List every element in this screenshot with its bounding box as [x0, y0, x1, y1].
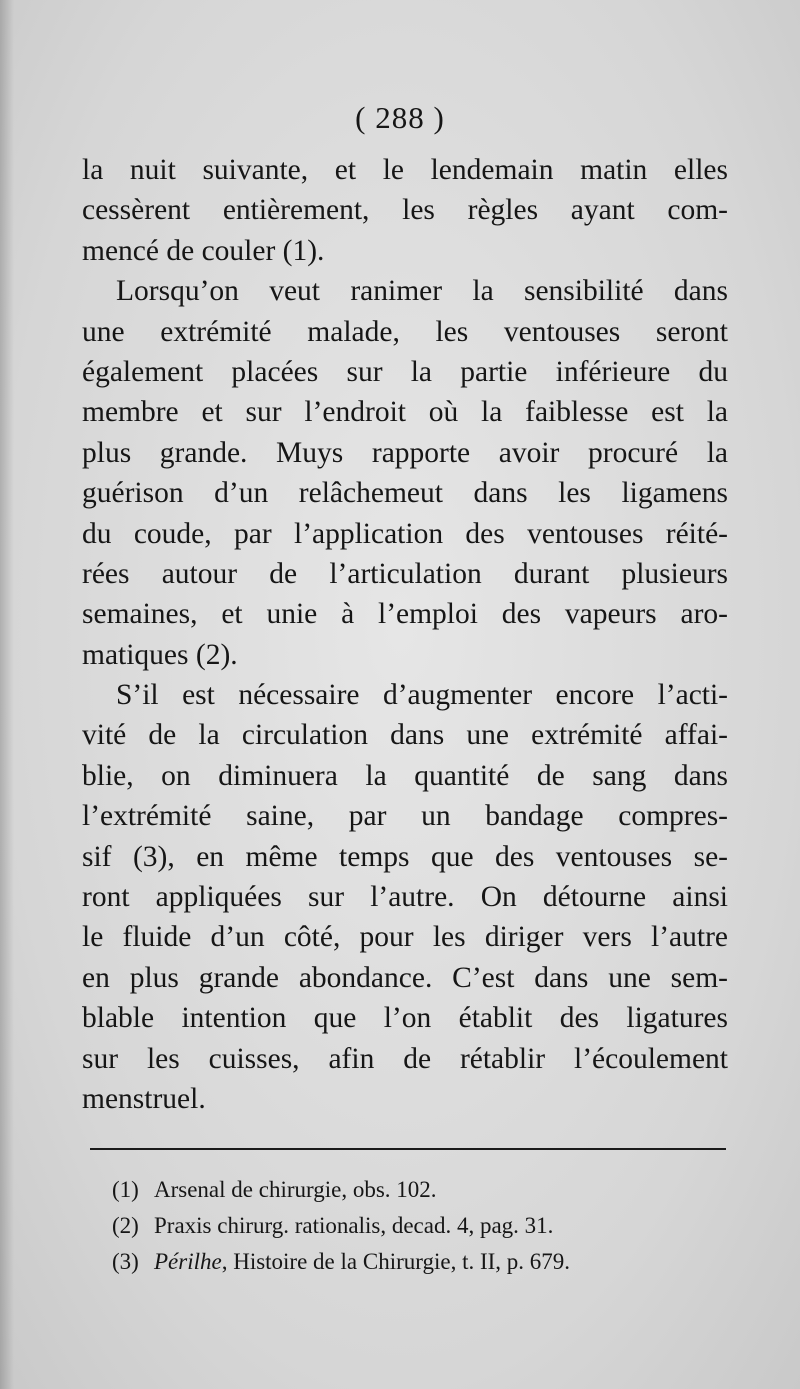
text-line: Lorsqu’on veut ranimer la sensibilité dans — [116, 275, 728, 308]
footnote-3 — [112, 1244, 732, 1280]
text-line: vité de la circulation dans une extrémité affai- — [82, 719, 728, 752]
footnote-marker: (1) — [112, 1177, 139, 1202]
text-line: semaines, et unie à l’emploi des vapeurs aro- — [82, 598, 728, 631]
text-line: du coude, par l’application des ventouses réité- — [82, 517, 728, 550]
text-line: en plus grande abondance. C’est dans une sem- — [82, 961, 728, 994]
text-line: menstruel. — [82, 1082, 206, 1115]
footnote-1 — [112, 1172, 732, 1208]
text-line: matiques (2). — [82, 638, 238, 671]
footnote-marker: (2) — [112, 1213, 139, 1238]
footnote-text: , Histoire de la Chirurgie, t. II, p. 679. — [221, 1249, 571, 1274]
text-line: sif (3), en même temps que des ventouses se- — [82, 840, 728, 873]
text-line: l’extrémité saine, par un bandage compres- — [82, 800, 728, 833]
footnote-marker: (3) — [112, 1249, 139, 1274]
footnote-text: Praxis chirurg. rationalis, decad. 4, pag. 31. — [154, 1213, 554, 1238]
page-edge-shadow — [0, 0, 14, 1389]
text-line: une extrémité malade, les ventouses seront — [82, 315, 728, 348]
text-line: plus grande. Muys rapporte avoir procuré la — [82, 436, 728, 469]
footnote-2 — [112, 1208, 732, 1244]
footnotes — [112, 1172, 732, 1280]
footnote-separator — [90, 1148, 726, 1150]
text-line: membre et sur l’endroit où la faiblesse est la — [82, 396, 728, 429]
text-line: la nuit suivante, et le lendemain matin elles — [82, 154, 728, 186]
text-line: ront appliquées sur l’autre. On détourne ainsi — [82, 881, 728, 914]
page-number: ( 288 ) — [355, 100, 445, 135]
text-line: cessèrent entièrement, les règles ayant com- — [82, 194, 728, 227]
text-line: S’il est nécessaire d’augmenter encore l’acti- — [116, 679, 728, 712]
text-line: également placées sur la partie inférieure du — [82, 355, 728, 388]
text-line: blable intention que l’on établit des ligatures — [82, 1002, 728, 1035]
body-text — [82, 150, 728, 1119]
footnote-text: Arsenal de chirurgie, obs. 102. — [154, 1177, 437, 1202]
text-line: rées autour de l’articulation durant plusieurs — [82, 557, 728, 590]
text-line: le fluide d’un côté, pour les diriger vers l’autre — [82, 921, 728, 954]
footnote-author: Périlhe — [154, 1249, 222, 1274]
text-line: mencé de couler (1). — [82, 234, 325, 267]
text-line: blie, on diminuera la quantité de sang dans — [82, 759, 728, 792]
text-line: sur les cuisses, afin de rétablir l’écoulement — [82, 1042, 728, 1075]
text-line: guérison d’un relâchemeut dans les ligamens — [82, 477, 728, 510]
